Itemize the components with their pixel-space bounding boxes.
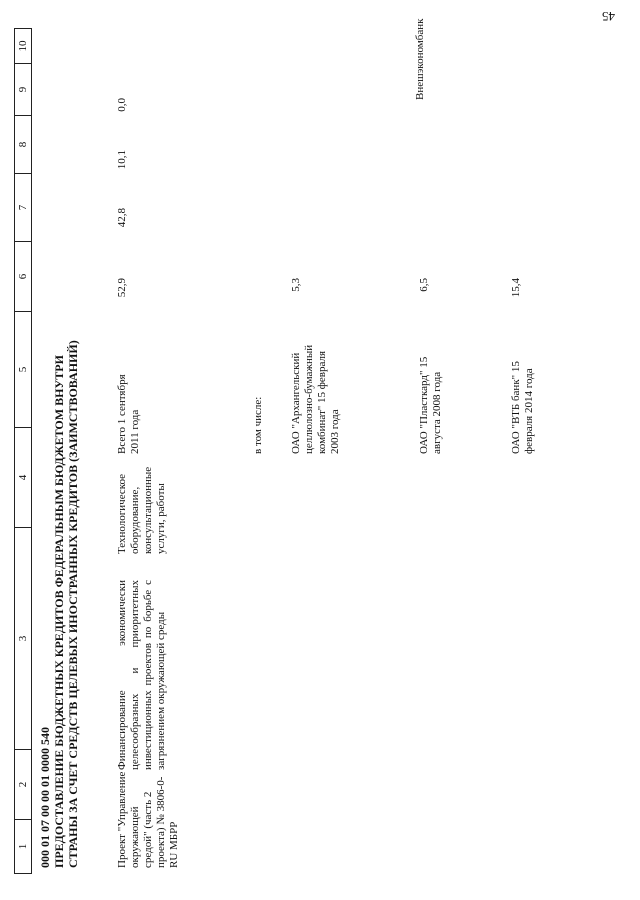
participant-amount: 5,3 — [290, 278, 302, 292]
column-header-4: 4 — [15, 427, 31, 527]
column-header-2: 2 — [15, 749, 31, 819]
project-name: Проект "Управление окружающей средой" (часть 2 проекта) № 3806-0-RU МБРР — [116, 771, 180, 868]
section-code: 000 01 07 00 00 01 0000 540 — [38, 727, 52, 868]
column-header-row — [14, 28, 32, 874]
including-label: в том числе: — [252, 396, 264, 454]
column-header-3: 3 — [15, 527, 31, 749]
total-col6-value: 52,9 — [116, 278, 128, 298]
column-header-10: 10 — [15, 28, 31, 63]
total-label: Всего 1 сентября 2011 года — [116, 374, 141, 454]
page-number: 45 — [602, 9, 615, 24]
participant-bank: Внешэкономбанк — [414, 18, 426, 100]
section-title: ПРЕДОСТАВЛЕНИЕ БЮДЖЕТНЫХ КРЕДИТОВ ФЕДЕРАЛЬНЫМ БЮДЖЕТОМ ВНУТРИ СТРАНЫ ЗА СЧЕТ СРЕДСТВ ЦЕЛЕВЫХ ИНОСТРАННЫХ КРЕДИТОВ (ЗАИМСТВОВАНИЙ) — [52, 340, 80, 868]
total-col8-value: 10,1 — [116, 150, 128, 170]
column-header-1: 1 — [15, 819, 31, 873]
participant-amount: 15,4 — [510, 278, 522, 298]
participant-amount: 6,5 — [418, 278, 430, 292]
total-col7-value: 42,8 — [116, 208, 128, 228]
column-header-7: 7 — [15, 173, 31, 241]
column-header-8: 8 — [15, 115, 31, 173]
participant-name: ОАО "Пласткард" 15 августа 2008 года — [418, 356, 443, 454]
column-header-5: 5 — [15, 311, 31, 427]
column-header-6: 6 — [15, 241, 31, 311]
goods-type: Технологическое оборудование, консультационные услуги, работы — [116, 466, 167, 554]
participant-name: ОАО "Архангельский целлюлозно-бумажный комбинат" 15 февраля 2003 года — [290, 344, 341, 454]
column-header-9: 9 — [15, 63, 31, 115]
total-col9-value: 0,0 — [116, 98, 128, 112]
participant-name: ОАО "ВТБ банк" 15 февраля 2014 года — [510, 361, 535, 454]
project-purpose: Финансирование экономически целесообразных и приоритетных инвестиционных проектов по борьбе с загрязнением окружающей среды — [116, 580, 167, 770]
